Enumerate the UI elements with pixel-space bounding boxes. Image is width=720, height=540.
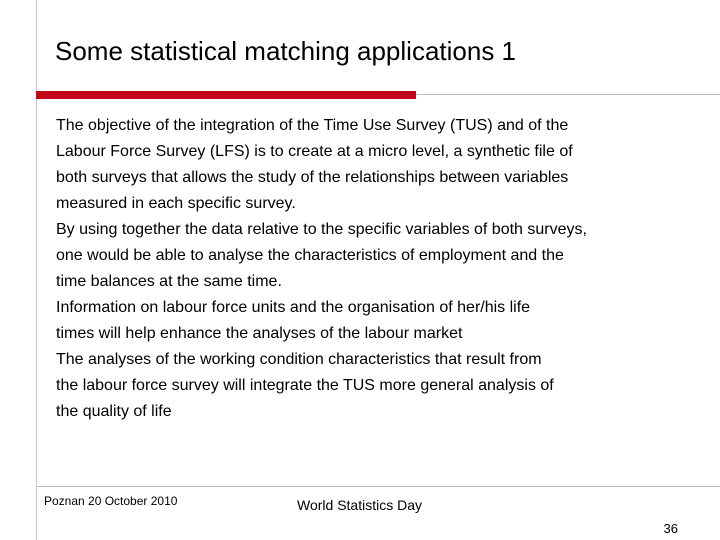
body-line: the labour force survey will integrate the TUS more general analysis of — [56, 377, 554, 394]
left-margin-rule — [36, 0, 37, 540]
title-divider-line — [416, 94, 720, 95]
body-line: Information on labour force units and the organisation of her/his life — [56, 299, 531, 316]
footer-event-name: World Statistics Day — [297, 497, 422, 513]
body-line: one would be able to analyse the characteristics of employment and the — [56, 247, 564, 264]
body-line: By using together the data relative to the specific variables of both surveys, — [56, 221, 587, 238]
footer-divider-line — [36, 486, 720, 487]
body-line: time balances at the same time. — [56, 273, 282, 290]
slide-body — [56, 113, 706, 425]
body-line: the quality of life — [56, 403, 172, 420]
page-number: 36 — [663, 521, 678, 536]
body-line: times will help enhance the analyses of the labour market — [56, 325, 463, 342]
body-line: Labour Force Survey (LFS) is to create at a micro level, a synthetic file of — [56, 143, 573, 160]
footer-date-location: Poznan 20 October 2010 — [44, 494, 178, 508]
body-line: measured in each specific survey. — [56, 195, 296, 212]
body-line: The analyses of the working condition characteristics that result from — [56, 351, 542, 368]
body-line: The objective of the integration of the Time Use Survey (TUS) and of the — [56, 117, 569, 134]
body-line: both surveys that allows the study of the relationships between variables — [56, 169, 569, 186]
title-accent-bar — [36, 91, 416, 99]
slide-title: Some statistical matching applications 1 — [55, 36, 517, 66]
